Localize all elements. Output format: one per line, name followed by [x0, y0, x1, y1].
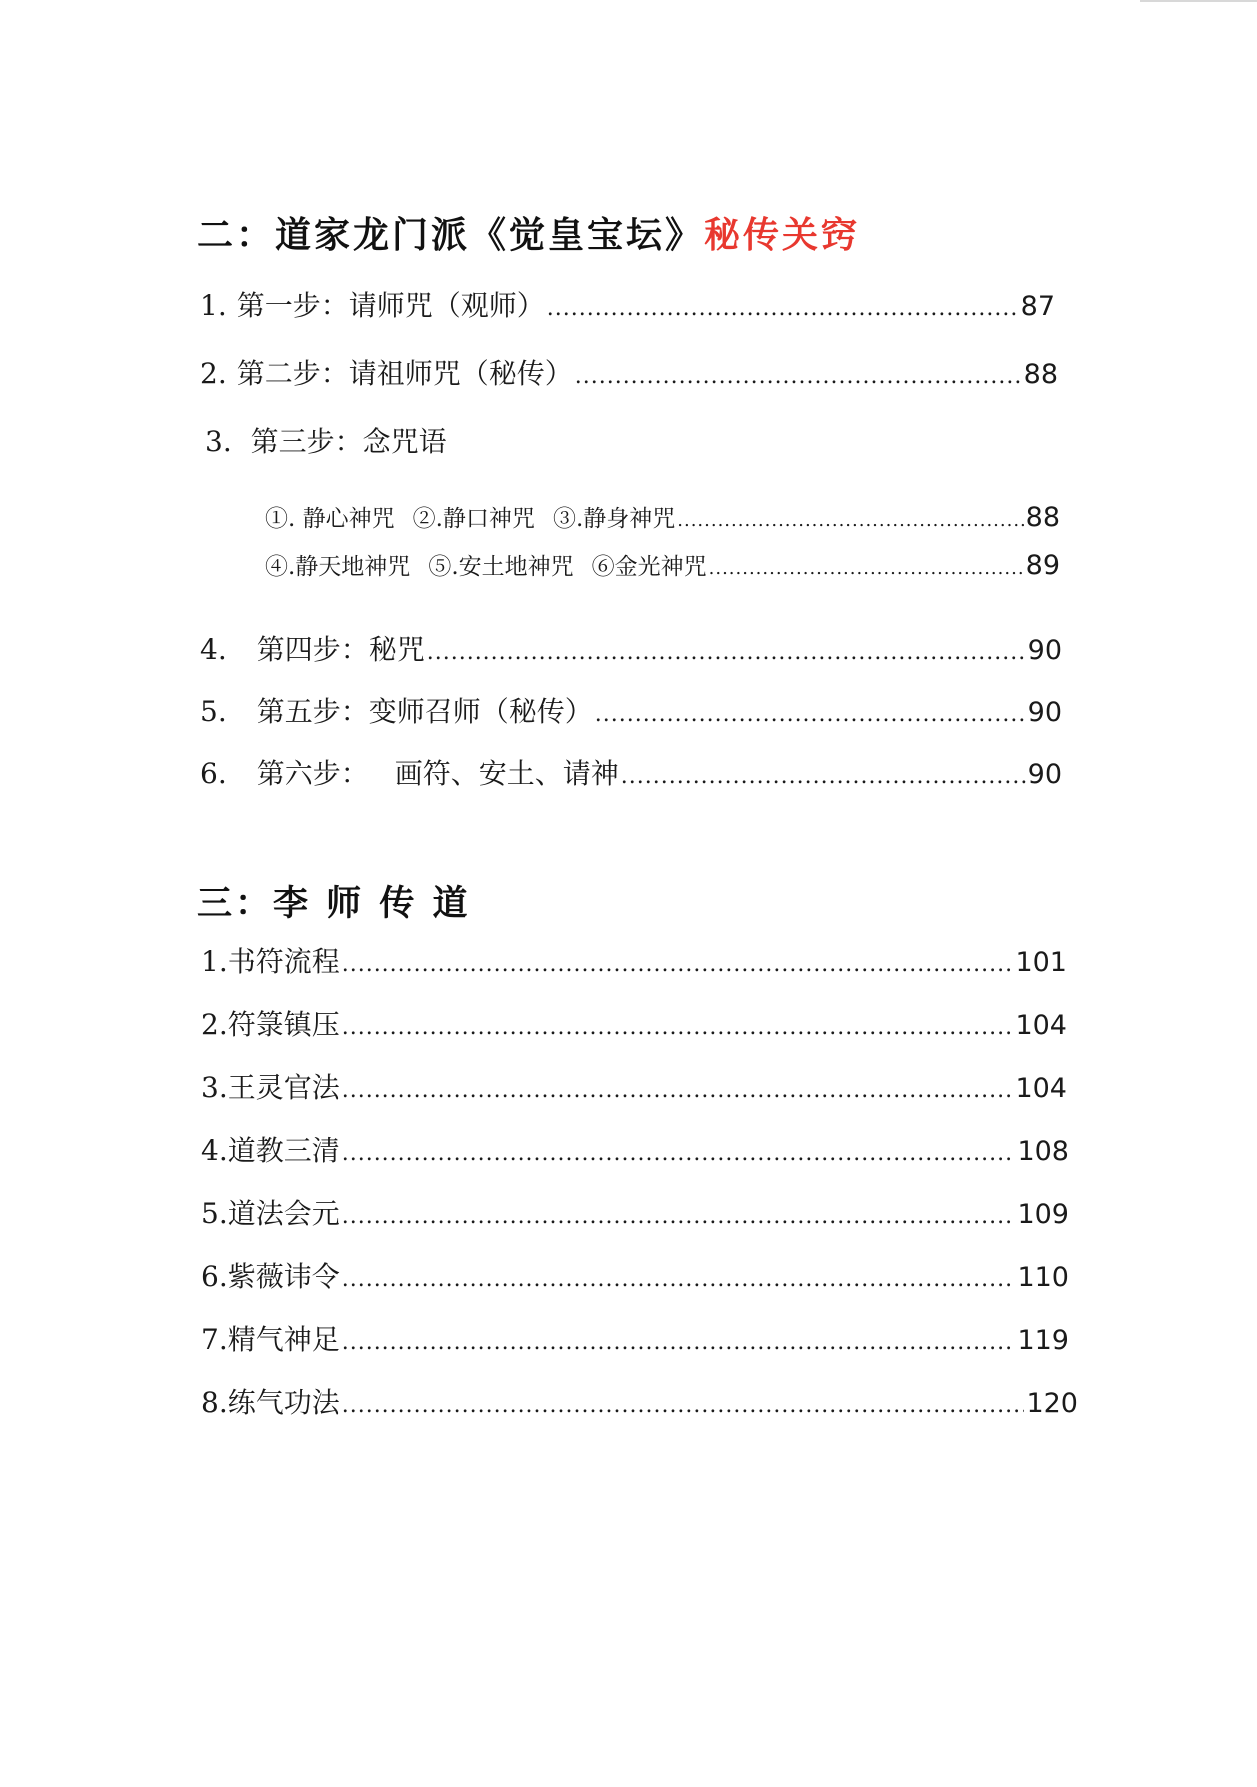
toc-subentry-row[interactable]: [265, 500, 1060, 533]
toc-entry[interactable]: [201, 1192, 1069, 1232]
subentry-item: ⑤.安土地神咒: [428, 554, 574, 580]
entry-title: 第三步：念咒语: [250, 425, 447, 458]
dot-leader: [677, 510, 1023, 531]
subentry-item: ②.静口神咒: [412, 506, 535, 532]
entry-page: 88: [1023, 359, 1058, 390]
entry-page: 120: [1026, 1388, 1078, 1419]
entry-title: 6.紫薇讳令: [201, 1260, 340, 1293]
dot-leader: [342, 1267, 1016, 1292]
entry-page: 110: [1017, 1262, 1069, 1293]
subentry-item: ④.静天地神咒: [265, 554, 411, 580]
toc-entry[interactable]: [201, 1318, 1069, 1358]
entry-page: 104: [1015, 1010, 1067, 1041]
entry-title: 第二步：请祖师咒（秘传）: [236, 357, 573, 390]
toc-entry[interactable]: [201, 940, 1067, 980]
entry-page: 101: [1015, 947, 1067, 978]
toc-entry[interactable]: [201, 1381, 1078, 1421]
entry-title: 4.道教三清: [201, 1134, 340, 1167]
entry-title: 第六步：: [256, 757, 369, 790]
toc-entry[interactable]: [201, 1129, 1069, 1169]
entry-page: 90: [1027, 635, 1062, 666]
subentry-item: ①. 静心神咒: [265, 506, 395, 532]
entry-page: 88: [1025, 502, 1060, 533]
dot-leader: [709, 558, 1024, 579]
toc-entry[interactable]: [200, 352, 1058, 392]
subentry-item: ③.静身神咒: [552, 506, 676, 532]
toc-entry[interactable]: [201, 1003, 1067, 1043]
dot-leader: [342, 1015, 1014, 1040]
section3-heading: 三：李 师 传 道: [197, 884, 471, 924]
entry-number: 2.: [200, 357, 227, 390]
entry-title: 3.王灵官法: [201, 1071, 340, 1104]
toc-entry[interactable]: [200, 628, 1062, 668]
toc-entry[interactable]: [200, 284, 1055, 324]
entry-number: 1.: [200, 289, 227, 322]
entry-page: 104: [1015, 1073, 1067, 1104]
toc-entry[interactable]: [205, 420, 447, 460]
entry-number: 6.: [200, 757, 227, 790]
dot-leader: [621, 764, 1026, 789]
dot-leader: [342, 1078, 1014, 1103]
entry-title: 2.符箓镇压: [201, 1008, 340, 1041]
toc-entry[interactable]: [200, 690, 1062, 730]
dot-leader: [342, 952, 1014, 977]
entry-page: 90: [1027, 697, 1062, 728]
section2-heading: [197, 207, 860, 258]
dot-leader: [342, 1393, 1025, 1418]
dot-leader: [595, 702, 1026, 727]
toc-subentry-row[interactable]: [265, 548, 1060, 581]
entry-title: 5.道法会元: [201, 1197, 340, 1230]
entry-title-detail: 画符、安土、请神: [394, 757, 619, 790]
entry-page: 119: [1017, 1325, 1069, 1356]
dot-leader: [342, 1141, 1016, 1166]
dot-leader: [427, 640, 1026, 665]
entry-number: 3.: [205, 425, 232, 458]
toc-entry[interactable]: [201, 1066, 1067, 1106]
entry-number: 5.: [200, 695, 227, 728]
dot-leader: [575, 364, 1022, 389]
dot-leader: [342, 1204, 1016, 1229]
entry-page: 109: [1017, 1199, 1069, 1230]
entry-page: 90: [1027, 759, 1062, 790]
entry-title: 第一步：请师咒（观师）: [236, 289, 545, 322]
entry-page: 87: [1020, 291, 1055, 322]
section2-title-main: 二：道家龙门派《觉皇宝坛》: [197, 215, 705, 256]
entry-title: 1.书符流程: [201, 945, 340, 978]
entry-title: 第五步：变师召师（秘传）: [256, 695, 593, 728]
entry-title: 第四步：秘咒: [256, 633, 425, 666]
scan-edge: [1140, 0, 1257, 2]
entry-number: 4.: [200, 633, 227, 666]
section2-title-accent: 秘传关窍: [704, 215, 861, 256]
dot-leader: [547, 296, 1019, 321]
entry-title: 7.精气神足: [201, 1323, 340, 1356]
entry-title: 8.练气功法: [201, 1386, 340, 1419]
toc-entry[interactable]: [201, 1255, 1069, 1295]
dot-leader: [342, 1330, 1016, 1355]
entry-page: 89: [1025, 550, 1060, 581]
entry-page: 108: [1017, 1136, 1069, 1167]
toc-entry[interactable]: [200, 752, 1062, 792]
subentry-item: ⑥金光神咒: [591, 554, 707, 580]
